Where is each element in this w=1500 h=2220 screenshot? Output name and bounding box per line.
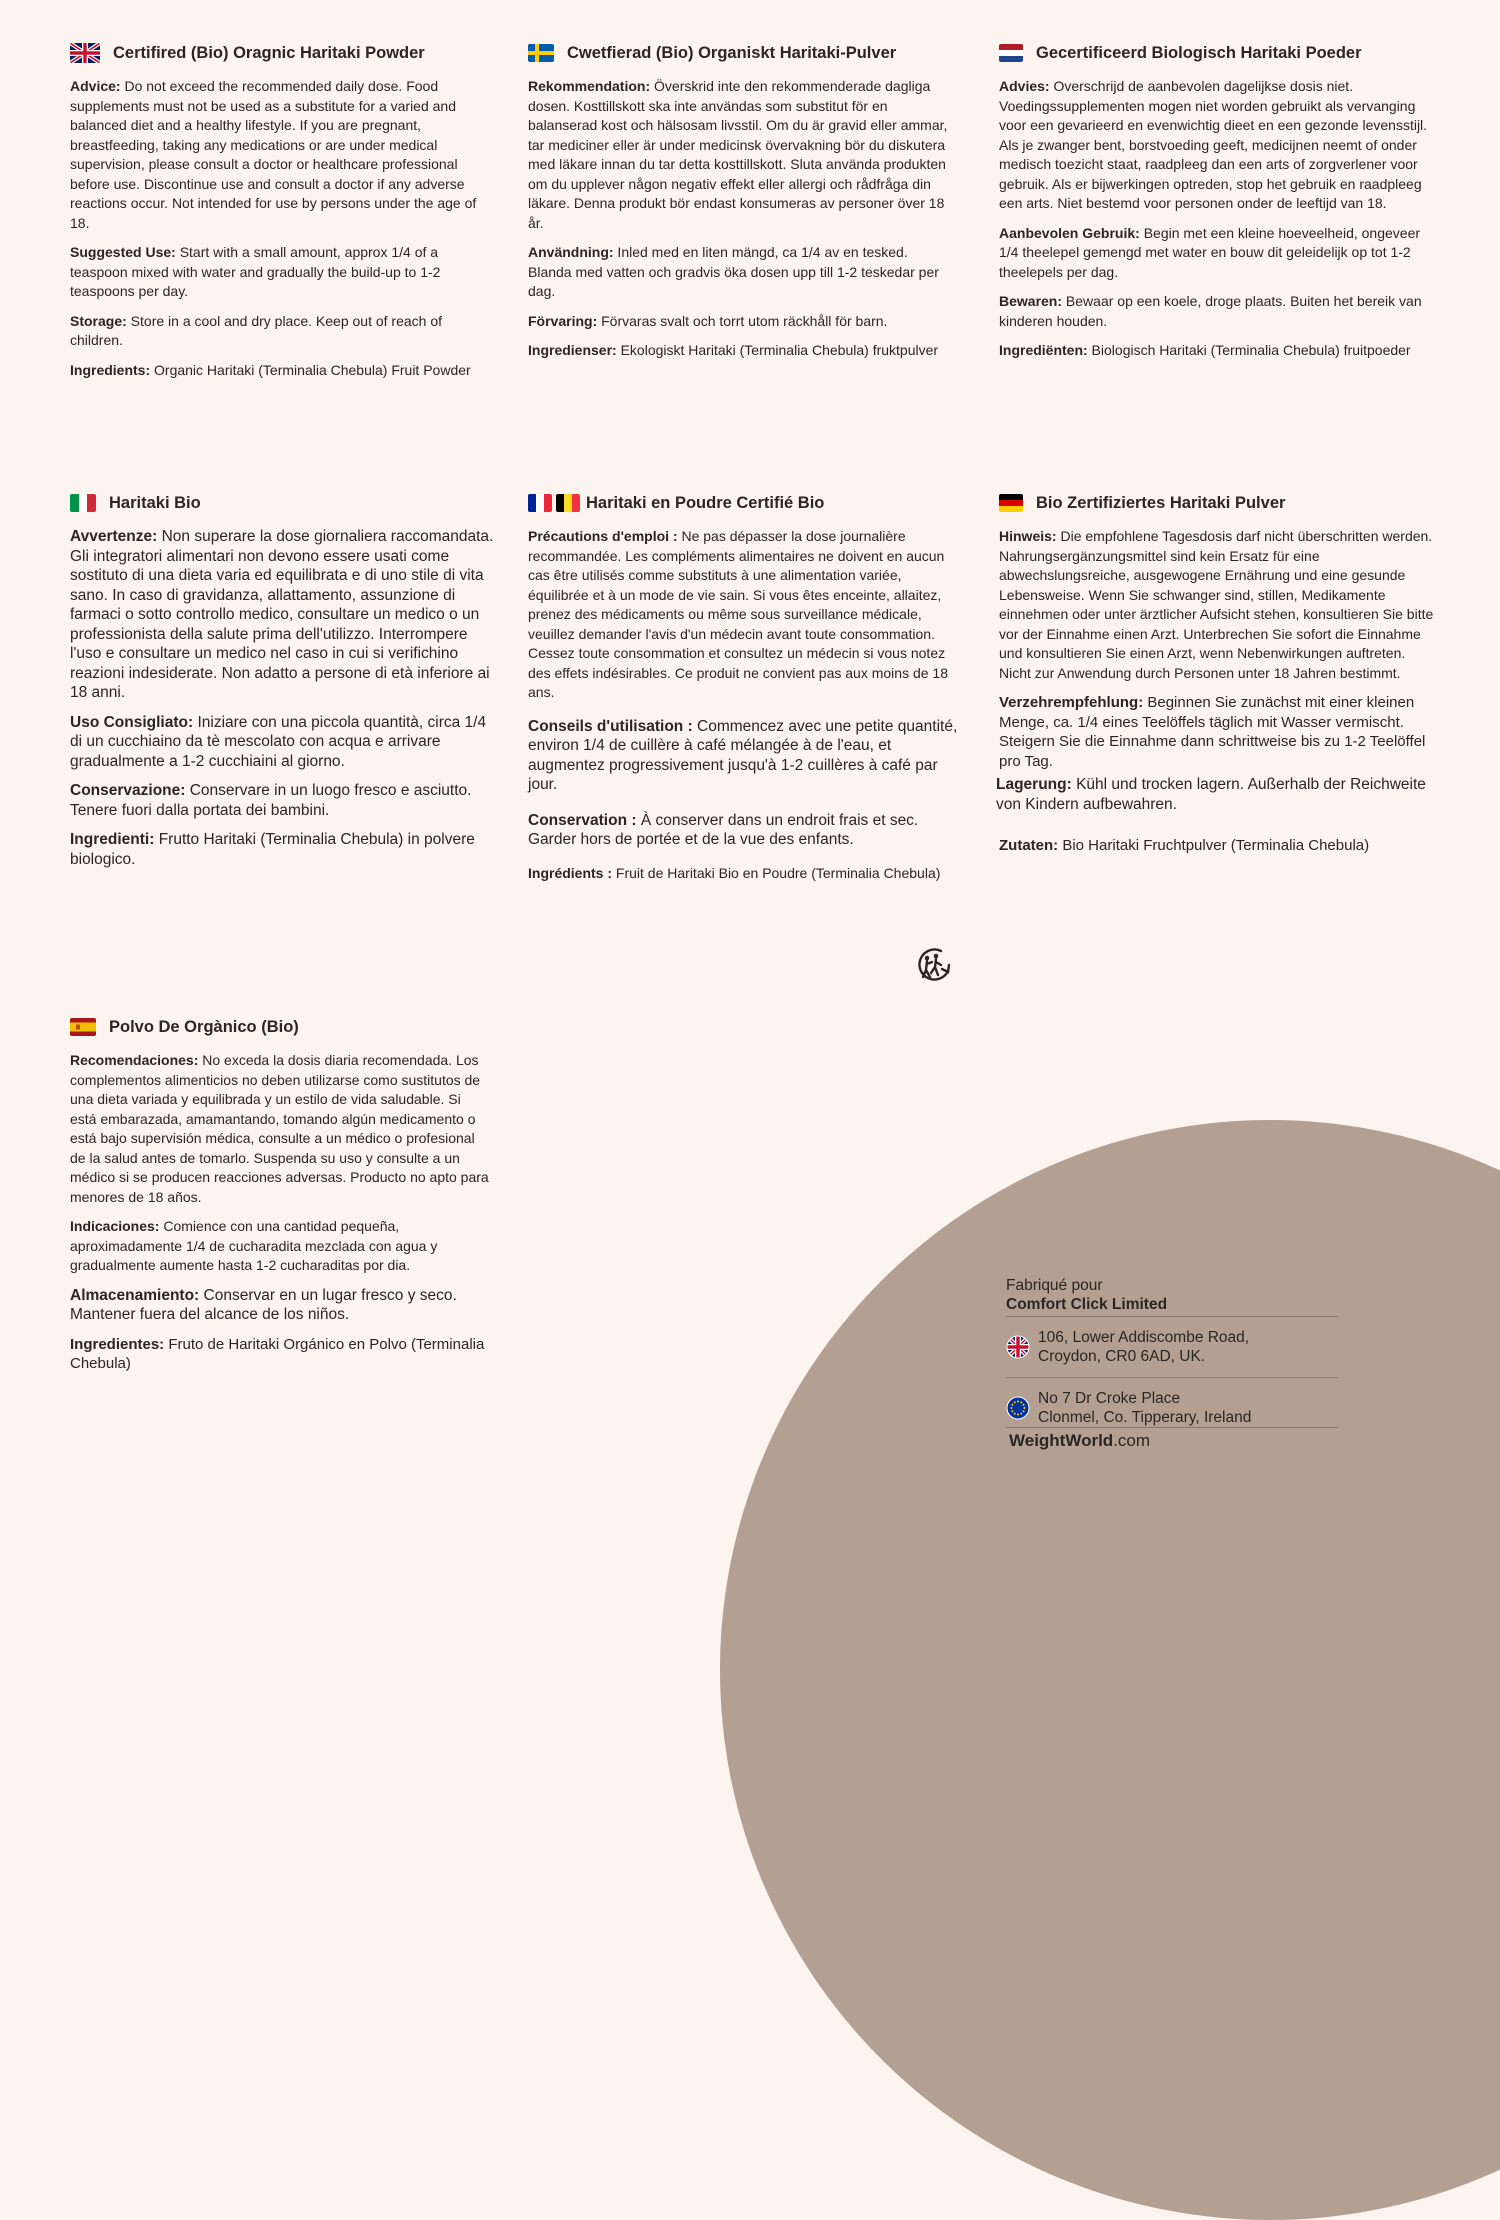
- section-title-row: [999, 492, 1439, 514]
- triman-recycling-icon: [914, 945, 954, 985]
- uk-address: [1006, 1317, 1338, 1377]
- italy-flag-icon: [70, 494, 96, 512]
- paragraph-suggested-use: Conseils d'utilisation : Commencez avec une petite quantité, environ 1/4 de cuillère à café mélangée à de l'eau, et augmentez progressivement jusqu'à 1-2 cuillères à café par jour.: [528, 717, 958, 793]
- section-title-row: [70, 42, 495, 64]
- section-french: [528, 492, 960, 893]
- paragraph-storage: Conservazione: Conservare in un luogo fresco e asciutto. Tenere fuori dalla portata dei bambini.: [70, 782, 472, 819]
- company-name: Comfort Click Limited: [1006, 1296, 1168, 1313]
- germany-flag-icon: [999, 494, 1023, 512]
- eu-address-line1: No 7 Dr Croke Place: [1038, 1390, 1181, 1407]
- netherlands-flag-icon: [999, 44, 1023, 62]
- paragraph-suggested-use: Uso Consigliato: Iniziare con una piccola quantità, circa 1/4 di un cucchiaino da tè mescolato con acqua e arrivare gradualmente a 1-2 cucchiaini al giorno.: [70, 713, 487, 770]
- section-title: Haritaki Bio: [109, 493, 201, 512]
- section-spanish: [70, 1016, 490, 1384]
- eu-address: [1006, 1378, 1338, 1427]
- section-title: Certifired (Bio) Oragnic Haritaki Powder: [113, 43, 425, 62]
- paragraph-suggested-use: Indicaciones: Comience con una cantidad pequeña, aproximadamente 1/4 de cucharadita mezclada con agua y gradualmente aumente hasta 1-2 cucharaditas por dia.: [70, 1218, 438, 1273]
- section-title-row: [70, 1016, 490, 1038]
- uk-address-line1: 106, Lower Addiscombe Road,: [1038, 1329, 1250, 1346]
- section-title: Polvo De Orgànico (Bio): [109, 1017, 299, 1036]
- website-domain: .com: [1113, 1431, 1151, 1450]
- eu-address-line2: Clonmel, Co. Tipperary, Ireland: [1038, 1409, 1252, 1426]
- section-title-row: [999, 42, 1434, 64]
- paragraph-suggested-use: Aanbevolen Gebruik: Begin met een kleine hoeveelheid, ongeveer 1/4 theelepel gemengd met water en bouw dit geleidelijk op tot 1-2 theelepels per dag.: [999, 224, 1421, 280]
- paragraph-ingredients: Ingredienser: Ekologiskt Haritaki (Terminalia Chebula) fruktpulver: [528, 342, 939, 358]
- paragraph-ingredients: Zutaten: Bio Haritaki Fruchtpulver (Terminalia Chebula): [999, 837, 1370, 854]
- section-dutch: [999, 42, 1434, 371]
- paragraph-ingredients: Ingredienti: Frutto Haritaki (Terminalia Chebula) in polvere biologico.: [70, 831, 475, 868]
- section-title: Gecertificeerd Biologisch Haritaki Poeder: [1036, 43, 1362, 62]
- section-title: Bio Zertifiziertes Haritaki Pulver: [1036, 493, 1286, 512]
- paragraph-storage: Almacenamiento: Conservar en un lugar fresco y seco. Mantener fuera del alcance de los niños.: [70, 1286, 457, 1323]
- manufacturer-block: [1006, 1276, 1338, 1451]
- paragraph-storage: Förvaring: Förvaras svalt och torrt utom räckhåll för barn.: [528, 312, 888, 329]
- spain-flag-icon: [70, 1018, 96, 1036]
- paragraph-ingredients: Ingrediënten: Biologisch Haritaki (Terminalia Chebula) fruitpoeder: [999, 342, 1411, 358]
- paragraph-storage: Conservation : À conserver dans un endroit frais et sec. Garder hors de portée et de la vue des enfants.: [528, 811, 919, 848]
- section-title-row: [528, 42, 953, 64]
- website-brand: WeightWorld: [1009, 1431, 1114, 1450]
- section-title-row: [528, 492, 960, 514]
- divider: [1006, 1427, 1338, 1428]
- paragraph-advice: Précautions d'emploi : Ne pas dépasser la dose journalière recommandée. Les compléments alimentaires ne doivent en aucun cas être utilisés comme substituts à une alimentation variée, équilibrée et à un mode de vie sain. Si vous êtes enceinte, allaitez, prenez des médicaments ou même sous surveillance médicale, veuillez demander l'avis d'un médecin avant toute consommation. Cessez toute consommation et consultez un médecin si vous notez des effets indésirables. Ce produit ne convient pas aux moins de 18 ans.: [528, 528, 948, 700]
- paragraph-advice: Rekommendation: Överskrid inte den rekommenderade dagliga dosen. Kosttillskott ska inte användas som substitut för en balanserad kost och hälsosam livsstil. Om du är gravid eller ammar, tar mediciner eller är under medicinsk övervakning bör du diskutera med läkare innan du tar detta kosttillskott. Sluta använda produkten om du upplever någon negativ effekt eller allergi och rådfråga din läkare. Denna produkt bör endast konsumeras av personer över 18 år.: [528, 78, 948, 231]
- website-link[interactable]: [1006, 1431, 1338, 1451]
- paragraph-advice: Recomendaciones: No exceda la dosis diaria recomendada. Los complementos alimenticios no deben utilizarse como sustitutos de una dieta variada y equilibrada y un estilo de vida saludable. Si está embarazada, amamantando, tomando algún medicamento o está bajo supervisión médica, consulte a un médico o profesional de la salud antes de tomarlo. Suspenda su uso y consulte a un médico si se producen reacciones adversas. Producto no apto para menores de 18 años.: [70, 1052, 489, 1205]
- paragraph-ingredients: Ingrédients : Fruit de Haritaki Bio en Poudre (Terminalia Chebula): [528, 864, 941, 881]
- paragraph-advice: Avvertenze: Non superare la dose giornaliera raccomandata. Gli integratori alimentari non devono essere usati come sostituto di una dieta varia ed equilibrata e di uno stile di vita sano. In caso di gravidanza, allattamento, assunzione di farmaci o sotto controllo medico, consultare un medico o un professionista della salute prima dell'utilizzo. Interrompere l'uso e consultare un medico nel caso in cui si verifichino reazioni indesiderate. Non adatto a persone di età inferiore ai 18 anni.: [70, 528, 494, 701]
- section-italian: [70, 492, 495, 879]
- paragraph-advice: Advice: Do not exceed the recommended daily dose. Food supplements must not be used as a substitute for a varied and balanced diet and a healthy lifestyle. If you are pregnant, breastfeeding, taking any medications or are under medical supervision, please consult a doctor or healthcare professional before use. Discontinue use and consult a doctor if any adverse reactions occur. Not intended for use by persons under the age of 18.: [70, 78, 477, 231]
- paragraph-storage: Storage: Store in a cool and dry place. Keep out of reach of children.: [70, 312, 442, 348]
- uk-flag-icon: [1006, 1335, 1030, 1359]
- france-belgium-flag-icon: [528, 494, 580, 512]
- paragraph-suggested-use: Suggested Use: Start with a small amount, approx 1/4 of a teaspoon mixed with water and gradually the build-up to 1-2 teaspoons per day.: [70, 244, 441, 299]
- uk-flag-icon: [70, 43, 100, 63]
- paragraph-advice: Advies: Overschrijd de aanbevolen dagelijkse dosis niet. Voedingssupplementen mogen niet worden gebruikt als vervanging voor een gevarieerd en evenwichtig dieet en een gezonde levensstijl. Als je zwanger bent, borstvoeding geeft, medicijnen neemt of onder medisch toezicht staat, raadpleeg dan een arts of zorgverlener voor gebruik. Als er bijwerkingen optreden, stop het gebruik en raadpleeg een arts. Niet bestemd voor personen onder de leeftijd van 18.: [999, 78, 1428, 211]
- sweden-flag-icon: [528, 44, 554, 62]
- section-english: [70, 42, 495, 390]
- uk-address-line2: Croydon, CR0 6AD, UK.: [1038, 1348, 1206, 1365]
- paragraph-storage: Lagerung: Kühl und trocken lagern. Außerhalb der Reichweite von Kindern aufbewahren.: [996, 776, 1426, 813]
- paragraph-ingredients: Ingredientes: Fruto de Haritaki Orgánico en Polvo (Terminalia Chebula): [70, 1335, 485, 1372]
- made-for-label: Fabriqué pour: [1006, 1277, 1103, 1294]
- paragraph-ingredients: Ingredients: Organic Haritaki (Terminalia Chebula) Fruit Powder: [70, 361, 471, 378]
- section-german: [996, 492, 1439, 866]
- paragraph-suggested-use: Verzehrempfehlung: Beginnen Sie zunächst mit einer kleinen Menge, ca. 1/4 eines Teelöffels täglich mit Wasser vermischt. Steigern Sie die Einnahme dann schrittweise bis zu 1-2 Teelöffel pro Tag.: [999, 694, 1426, 770]
- section-swedish: [528, 42, 953, 371]
- section-title: Haritaki en Poudre Certifié Bio: [586, 493, 825, 512]
- paragraph-advice: Hinweis: Die empfohlene Tagesdosis darf nicht überschritten werden. Nahrungsergänzungsmittel sind kein Ersatz für eine abwechslungsreiche, ausgewogene Ernährung und eine gesunde Lebensweise. Wenn Sie schwanger sind, stillen, Medikamente einnehmen oder unter ärztlicher Aufsicht stehen, konsultieren Sie bitte vor der Einnahme einen Arzt. Unterbrechen Sie sofort die Einnahme und konsultieren Sie einen Arzt, wenn Nebenwirkungen auftreten. Nicht zur Anwendung durch Personen unter 18 Jahren bestimmt.: [999, 528, 1434, 681]
- paragraph-suggested-use: Användning: Inled med en liten mängd, ca 1/4 av en tesked. Blanda med vatten och gradvis öka dosen upp till 1-2 teskedar per dag.: [528, 244, 939, 299]
- section-title: Cwetfierad (Bio) Organiskt Haritaki-Pulver: [567, 43, 897, 62]
- paragraph-storage: Bewaren: Bewaar op een koele, droge plaats. Buiten het bereik van kinderen houden.: [999, 293, 1422, 329]
- section-title-row: [70, 492, 495, 514]
- eu-flag-icon: [1006, 1396, 1030, 1420]
